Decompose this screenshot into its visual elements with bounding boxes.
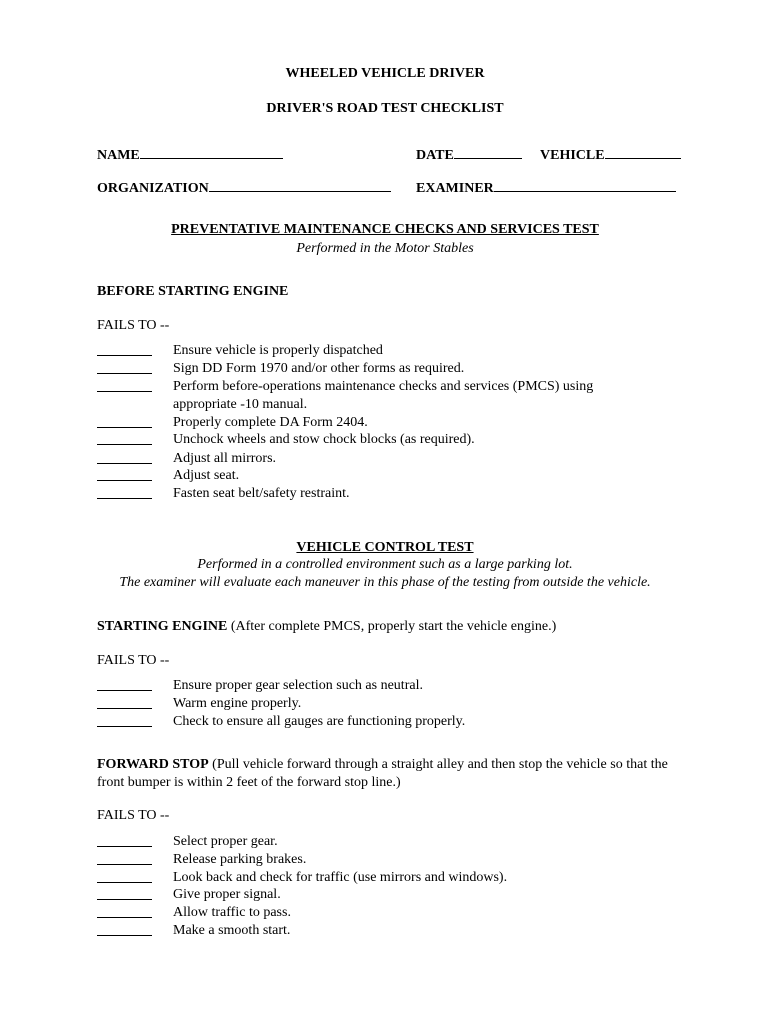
checklist-item-text: Check to ensure all gauges are functioning properly. (173, 714, 466, 729)
check-blank[interactable] (97, 899, 152, 900)
check-blank[interactable] (97, 355, 152, 356)
organization-blank[interactable] (209, 178, 391, 192)
checklist-item-text: Make a smooth start. (173, 923, 291, 938)
checklist-item-text: Release parking brakes. (173, 852, 307, 867)
name-field[interactable] (97, 145, 283, 165)
check-blank[interactable] (97, 463, 152, 464)
before-starting-heading: BEFORE STARTING ENGINE (97, 284, 289, 299)
check-blank[interactable] (97, 917, 152, 918)
vehicle-control-heading: VEHICLE CONTROL TEST (296, 540, 474, 555)
vehicle-control-line2: The examiner will evaluate each maneuver in this phase of the testing from outside the vehicle. (119, 575, 651, 590)
examiner-label: EXAMINER (416, 181, 494, 196)
forward-stop-label: FORWARD STOP (97, 757, 209, 772)
checklist-item-text: appropriate -10 manual. (173, 397, 308, 412)
starting-fails-label: FAILS TO -- (97, 653, 170, 668)
check-blank[interactable] (97, 864, 152, 865)
date-label: DATE (416, 148, 454, 163)
check-blank[interactable] (97, 690, 152, 691)
checklist-item-text: Adjust seat. (173, 468, 240, 483)
checklist-item-text: Properly complete DA Form 2404. (173, 415, 368, 430)
vehicle-blank[interactable] (605, 145, 681, 159)
name-blank[interactable] (140, 145, 283, 159)
checklist-item-text: Unchock wheels and stow chock blocks (as required). (173, 432, 475, 447)
checklist-item-text: Fasten seat belt/safety restraint. (173, 486, 350, 501)
pmcs-subheading: Performed in the Motor Stables (296, 241, 474, 256)
checklist-item-text: Ensure vehicle is properly dispatched (173, 343, 383, 358)
organization-label: ORGANIZATION (97, 181, 209, 196)
forward-fails-label: FAILS TO -- (97, 808, 170, 823)
check-blank[interactable] (97, 726, 152, 727)
date-field[interactable] (416, 145, 522, 165)
check-blank[interactable] (97, 498, 152, 499)
document-subtitle: DRIVER'S ROAD TEST CHECKLIST (266, 101, 504, 116)
starting-engine-label: STARTING ENGINE (97, 619, 228, 634)
vehicle-label: VEHICLE (540, 148, 605, 163)
vehicle-control-line1: Performed in a controlled environment such as a large parking lot. (197, 557, 573, 572)
name-label: NAME (97, 148, 140, 163)
check-blank[interactable] (97, 935, 152, 936)
organization-field[interactable] (97, 178, 391, 198)
examiner-field[interactable] (416, 178, 676, 198)
check-blank[interactable] (97, 882, 152, 883)
check-blank[interactable] (97, 846, 152, 847)
check-blank[interactable] (97, 373, 152, 374)
checklist-item-text: Sign DD Form 1970 and/or other forms as required. (173, 361, 465, 376)
checklist-item-text: Give proper signal. (173, 887, 281, 902)
checklist-item-text: Warm engine properly. (173, 696, 302, 711)
pmcs-heading: PREVENTATIVE MAINTENANCE CHECKS AND SERVICES TEST (171, 222, 599, 237)
date-blank[interactable] (454, 145, 522, 159)
pmcs-fails-label: FAILS TO -- (97, 318, 170, 333)
check-blank[interactable] (97, 391, 152, 392)
checklist-item-text: Look back and check for traffic (use mirrors and windows). (173, 870, 508, 885)
checklist-item-text: Perform before-operations maintenance checks and services (PMCS) using (173, 379, 594, 394)
check-blank[interactable] (97, 480, 152, 481)
checklist-item-text: Adjust all mirrors. (173, 451, 277, 466)
check-blank[interactable] (97, 444, 152, 445)
starting-engine-desc: (After complete PMCS, properly start the vehicle engine.) (227, 619, 557, 634)
document-title: WHEELED VEHICLE DRIVER (285, 66, 485, 81)
checklist-item-text: Ensure proper gear selection such as neutral. (173, 678, 423, 693)
checklist-item-text: Select proper gear. (173, 834, 278, 849)
forward-stop-paragraph (97, 756, 687, 792)
vehicle-field[interactable] (540, 145, 681, 165)
check-blank[interactable] (97, 427, 152, 428)
starting-engine-paragraph (97, 618, 556, 636)
forward-stop-desc: (Pull vehicle forward through a straight alley and then stop the vehicle so that the front bumper is within 2 feet of the forward stop line.) (97, 757, 668, 790)
examiner-blank[interactable] (494, 178, 676, 192)
checklist-item-text: Allow traffic to pass. (173, 905, 291, 920)
check-blank[interactable] (97, 708, 152, 709)
